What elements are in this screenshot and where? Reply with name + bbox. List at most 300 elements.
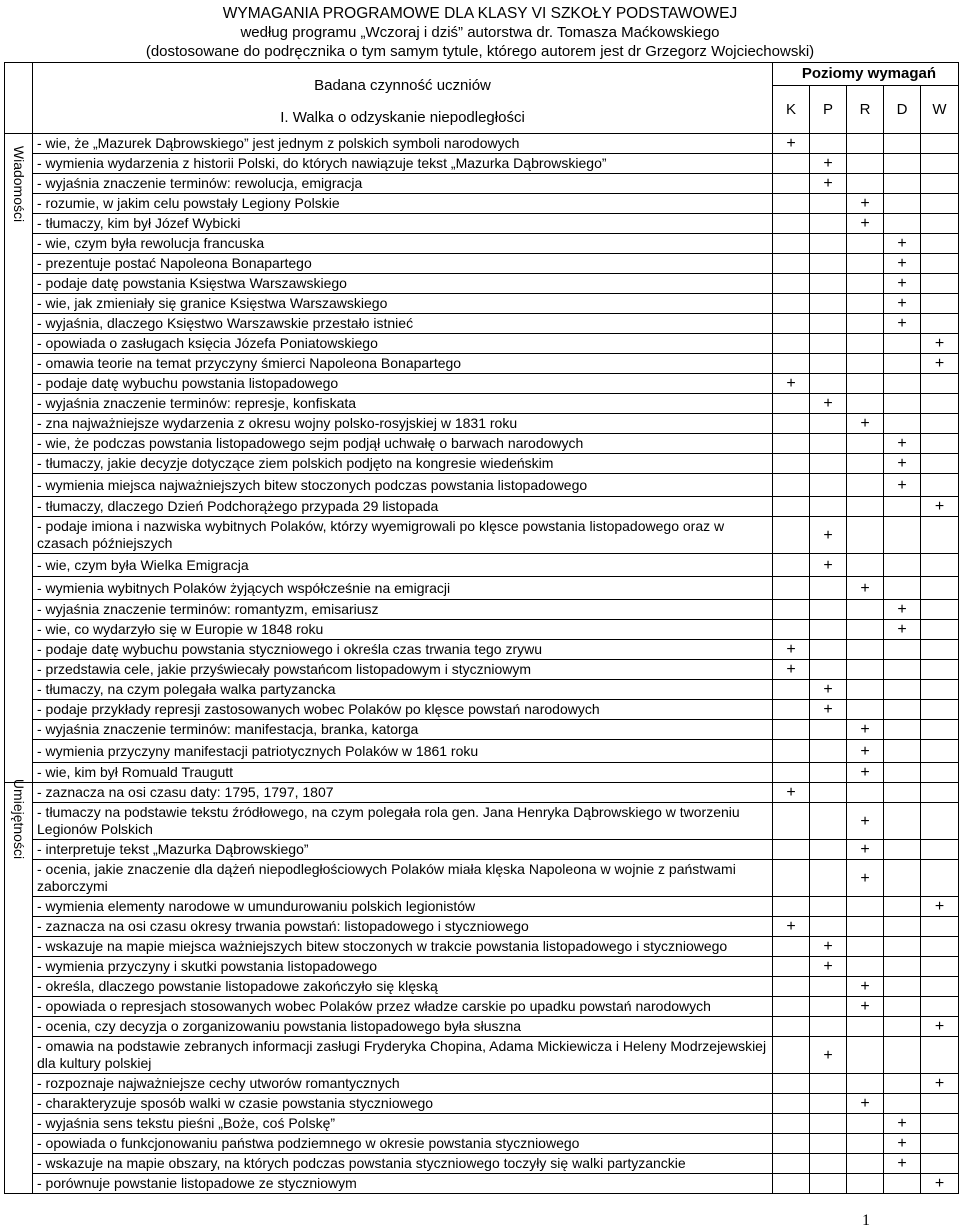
requirement-text: - wymienia wybitnych Polaków żyjących współcześnie na emigracji [33,577,773,600]
level-cell-d [884,660,921,680]
requirement-text: - interpretuje tekst „Mazurka Dąbrowskiego” [33,840,773,860]
level-cell-p [810,454,847,474]
side-label-skills: Umiejętności [10,778,27,860]
level-cell-w [921,957,959,977]
requirement-text: - charakteryzuje sposób walki w czasie powstania styczniowego [33,1094,773,1114]
level-cell-p [810,740,847,763]
level-cell-r [847,660,884,680]
level-cell-k [773,860,810,897]
level-cell-k [773,600,810,620]
level-cell-k [773,577,810,600]
level-cell-k [773,840,810,860]
level-cell-k [773,1134,810,1154]
level-cell-p [810,1094,847,1114]
level-cell-d [884,1174,921,1194]
level-cell-k [773,957,810,977]
activity-header: Badana czynność uczniów [314,77,491,94]
level-cell-w [921,454,959,474]
level-cell-p: + [810,554,847,577]
level-cell-w [921,1094,959,1114]
level-cell-d: + [884,254,921,274]
activity-header-cell [33,63,773,134]
level-cell-r [847,640,884,660]
requirement-text: - opowiada o funkcjonowaniu państwa podziemnego w okresie powstania styczniowego [33,1134,773,1154]
level-cell-d [884,577,921,600]
level-cell-p [810,1174,847,1194]
table-row [5,763,959,783]
requirements-table [4,62,959,1194]
level-cell-p [810,720,847,740]
level-cell-k [773,194,810,214]
level-cell-w [921,840,959,860]
levels-header: Poziomy wymagań [773,63,959,86]
level-cell-w [921,554,959,577]
level-cell-k [773,700,810,720]
level-cell-p [810,294,847,314]
level-cell-k: + [773,374,810,394]
requirement-text: - wskazuje na mapie obszary, na których podczas powstania styczniowego toczyły się walki partyzanckie [33,1154,773,1174]
table-row [5,374,959,394]
level-cell-d [884,134,921,154]
requirement-text: - opowiada o zasługach księcia Józefa Poniatowskiego [33,334,773,354]
level-cell-p [810,783,847,803]
table-row [5,700,959,720]
level-cell-p: + [810,154,847,174]
header-corner [5,63,33,134]
level-cell-k [773,354,810,374]
level-cell-w [921,254,959,274]
requirement-text: - wymienia przyczyny manifestacji patriotycznych Polaków w 1861 roku [33,740,773,763]
level-cell-r [847,620,884,640]
table-row [5,154,959,174]
level-cell-p: + [810,957,847,977]
requirement-text: - porównuje powstanie listopadowe ze styczniowym [33,1174,773,1194]
level-cell-d [884,1037,921,1074]
requirement-text: - wie, kim był Romuald Traugutt [33,763,773,783]
level-cell-p [810,214,847,234]
level-cell-d [884,860,921,897]
table-row [5,897,959,917]
table-row [5,314,959,334]
level-cell-w: + [921,1174,959,1194]
level-cell-k [773,474,810,497]
requirement-text: - omawia na podstawie zebranych informacji zasługi Fryderyka Chopina, Adama Mickiewicza i Heleny Modrzejewskiej dla kultury polskiej [33,1037,773,1074]
level-cell-w [921,1114,959,1134]
level-cell-d [884,700,921,720]
level-cell-d [884,1074,921,1094]
level-cell-r [847,957,884,977]
level-cell-r [847,134,884,154]
level-cell-k [773,517,810,554]
requirement-text: - wyjaśnia, dlaczego Księstwo Warszawskie przestało istnieć [33,314,773,334]
level-cell-r [847,897,884,917]
level-cell-p [810,134,847,154]
table-row [5,803,959,840]
level-cell-p [810,497,847,517]
level-cell-p [810,374,847,394]
level-cell-d: + [884,234,921,254]
table-row [5,937,959,957]
level-cell-d: + [884,434,921,454]
requirement-text: - podaje datę wybuchu powstania styczniowego i określa czas trwania tego zrywu [33,640,773,660]
level-cell-w [921,860,959,897]
requirement-text: - określa, dlaczego powstanie listopadowe zakończyło się klęską [33,977,773,997]
level-cell-w [921,174,959,194]
level-cell-d [884,897,921,917]
level-cell-d [884,763,921,783]
level-cell-p [810,334,847,354]
level-cell-p [810,1074,847,1094]
level-cell-r: + [847,860,884,897]
level-cell-k [773,977,810,997]
side-cell-knowledge [5,134,33,783]
table-row [5,640,959,660]
level-cell-w [921,274,959,294]
level-cell-k: + [773,640,810,660]
level-cell-d [884,937,921,957]
level-cell-r: + [847,720,884,740]
section-title: I. Walka o odzyskanie niepodległości [280,109,525,126]
level-cell-k [773,314,810,334]
table-row [5,1174,959,1194]
level-cell-r [847,314,884,334]
requirement-text: - zaznacza na osi czasu daty: 1795, 1797, 1807 [33,783,773,803]
level-cell-d [884,680,921,700]
requirement-text: - zna najważniejsze wydarzenia z okresu wojny polsko-rosyjskiej w 1831 roku [33,414,773,434]
side-label-knowledge: Wiadomości [10,145,27,223]
table-row [5,454,959,474]
level-cell-p [810,620,847,640]
table-row [5,917,959,937]
level-cell-d [884,1094,921,1114]
table-row [5,394,959,414]
level-cell-r: + [847,763,884,783]
level-cell-w [921,640,959,660]
table-row [5,474,959,497]
level-cell-r [847,174,884,194]
level-cell-k [773,214,810,234]
level-cell-k [773,174,810,194]
level-cell-d [884,334,921,354]
level-cell-p [810,660,847,680]
requirement-text: - ocenia, jakie znaczenie dla dążeń niepodległościowych Polaków miała klęska Napoleona w wojnie z państwami zaborczymi [33,860,773,897]
level-cell-k [773,1037,810,1074]
level-cell-k [773,1154,810,1174]
requirement-text: - zaznacza na osi czasu okresy trwania powstań: listopadowego i styczniowego [33,917,773,937]
level-cell-p: + [810,394,847,414]
level-cell-k [773,294,810,314]
level-cell-k [773,454,810,474]
level-cell-r [847,1174,884,1194]
table-row [5,660,959,680]
table-row [5,1154,959,1174]
level-cell-k [773,414,810,434]
level-cell-w: + [921,897,959,917]
level-cell-k [773,334,810,354]
table-row [5,1114,959,1134]
level-cell-d [884,374,921,394]
level-cell-k [773,680,810,700]
level-cell-r [847,1134,884,1154]
level-cell-d: + [884,474,921,497]
level-cell-w [921,394,959,414]
level-cell-k [773,1174,810,1194]
requirement-text: - wskazuje na mapie miejsca ważniejszych bitew stoczonych w trakcie powstania listopadowego i styczniowego [33,937,773,957]
requirement-text: - wyjaśnia znaczenie terminów: manifestacja, branka, katorga [33,720,773,740]
level-cell-r [847,680,884,700]
requirement-text: - przedstawia cele, jakie przyświecały powstańcom listopadowym i styczniowym [33,660,773,680]
table-row [5,354,959,374]
table-row [5,1037,959,1074]
level-cell-p: + [810,517,847,554]
level-cell-k [773,1114,810,1134]
level-cell-d [884,840,921,860]
header-title: WYMAGANIA PROGRAMOWE DLA KLASY VI SZKOŁY PODSTAWOWEJ [222,5,738,22]
requirement-text: - tłumaczy, jakie decyzje dotyczące ziem polskich podjęto na kongresie wiedeńskim [33,454,773,474]
level-cell-p [810,840,847,860]
requirement-text: - wyjaśnia znaczenie terminów: represje, konfiskata [33,394,773,414]
requirement-text: - wyjaśnia sens tekstu pieśni „Boże, coś Polskę” [33,1114,773,1134]
level-cell-d [884,720,921,740]
table-row [5,1134,959,1154]
level-cell-r [847,1114,884,1134]
table-row [5,680,959,700]
level-letter-r: R [847,86,884,134]
level-letter-w: W [921,86,959,134]
level-cell-w [921,1037,959,1074]
level-cell-p [810,897,847,917]
table-row [5,517,959,554]
table-row [5,997,959,1017]
level-cell-p: + [810,174,847,194]
level-letter-p: P [810,86,847,134]
level-cell-k: + [773,134,810,154]
level-cell-r [847,394,884,414]
level-cell-p [810,600,847,620]
level-cell-r: + [847,1094,884,1114]
level-cell-k [773,434,810,454]
side-cell-skills [5,778,33,1194]
requirement-text: - omawia teorie na temat przyczyny śmierci Napoleona Bonapartego [33,354,773,374]
document-header [0,4,960,61]
level-cell-r [847,254,884,274]
level-cell-k [773,394,810,414]
header-subtitle: według programu „Wczoraj i dziś” autorstwa dr. Tomasza Maćkowskiego [240,24,720,41]
table-row [5,234,959,254]
level-cell-p [810,234,847,254]
level-cell-r [847,554,884,577]
table-row [5,577,959,600]
level-cell-r [847,1037,884,1074]
level-cell-p [810,254,847,274]
level-cell-w [921,720,959,740]
level-cell-k [773,234,810,254]
level-cell-p [810,1134,847,1154]
level-cell-d: + [884,294,921,314]
level-cell-w [921,763,959,783]
level-cell-d [884,174,921,194]
level-cell-k [773,154,810,174]
level-cell-r [847,1154,884,1174]
level-cell-p: + [810,680,847,700]
level-cell-w [921,680,959,700]
level-cell-r [847,434,884,454]
requirement-text: - rozpoznaje najważniejsze cechy utworów romantycznych [33,1074,773,1094]
level-cell-w [921,314,959,334]
requirement-text: - wymienia przyczyny i skutki powstania listopadowego [33,957,773,977]
level-cell-d [884,640,921,660]
level-cell-p [810,274,847,294]
requirement-text: - podaje datę wybuchu powstania listopadowego [33,374,773,394]
level-cell-d: + [884,620,921,640]
level-letter-k: K [773,86,810,134]
requirement-text: - wie, że podczas powstania listopadowego sejm podjął uchwałę o barwach narodowych [33,434,773,454]
level-cell-w [921,474,959,497]
level-cell-p [810,194,847,214]
level-cell-d: + [884,274,921,294]
table-row [5,414,959,434]
level-cell-p [810,917,847,937]
requirement-text: - wie, co wydarzyło się w Europie w 1848 roku [33,620,773,640]
level-cell-p [810,860,847,897]
level-cell-d: + [884,454,921,474]
requirement-text: - tłumaczy, kim był Józef Wybicki [33,214,773,234]
level-cell-r [847,334,884,354]
table-row [5,254,959,274]
level-letter-d: D [884,86,921,134]
table-row [5,334,959,354]
level-cell-r [847,700,884,720]
level-cell-w [921,937,959,957]
table-row [5,274,959,294]
level-cell-r [847,1074,884,1094]
level-cell-d [884,194,921,214]
level-cell-d: + [884,1154,921,1174]
level-cell-w [921,134,959,154]
level-cell-d [884,957,921,977]
table-row [5,860,959,897]
level-cell-r [847,917,884,937]
level-cell-p [810,577,847,600]
level-cell-k [773,497,810,517]
level-cell-w [921,434,959,454]
level-cell-k: + [773,660,810,680]
level-cell-d [884,354,921,374]
level-cell-k [773,740,810,763]
level-cell-w: + [921,1017,959,1037]
level-cell-p [810,640,847,660]
table-row [5,214,959,234]
level-cell-w [921,1154,959,1174]
table-row [5,497,959,517]
level-cell-w [921,374,959,394]
requirement-text: - tłumaczy, dlaczego Dzień Podchorążego przypada 29 listopada [33,497,773,517]
level-cell-p [810,434,847,454]
table-row [5,720,959,740]
table-row [5,600,959,620]
level-cell-d [884,517,921,554]
requirement-text: - wie, jak zmieniały się granice Księstwa Warszawskiego [33,294,773,314]
level-cell-w [921,660,959,680]
table-row [5,957,959,977]
level-cell-w [921,294,959,314]
header-note: (dostosowane do podręcznika o tym samym tytule, którego autorem jest dr Grzegorz Wojciechowski) [145,43,815,60]
level-cell-d [884,740,921,763]
requirement-text: - tłumaczy na podstawie tekstu źródłowego, na czym polegała rola gen. Jana Henryka Dąbrowskiego w tworzeniu Legionów Polskich [33,803,773,840]
level-cell-r: + [847,214,884,234]
table-row [5,977,959,997]
requirement-text: - tłumaczy, na czym polegała walka partyzancka [33,680,773,700]
level-cell-w [921,783,959,803]
requirement-text: - wyjaśnia znaczenie terminów: romantyzm, emisariusz [33,600,773,620]
level-cell-r [847,234,884,254]
requirement-text: - podaje przykłady represji zastosowanych wobec Polaków po klęsce powstań narodowych [33,700,773,720]
level-cell-d [884,214,921,234]
requirement-text: - rozumie, w jakim celu powstały Legiony Polskie [33,194,773,214]
level-cell-w: + [921,497,959,517]
level-cell-r [847,454,884,474]
level-cell-w [921,1134,959,1154]
requirement-text: - wie, czym była Wielka Emigracja [33,554,773,577]
level-cell-d [884,154,921,174]
level-cell-p [810,1154,847,1174]
level-cell-d [884,394,921,414]
level-cell-r [847,294,884,314]
level-cell-p [810,763,847,783]
table-row [5,1094,959,1114]
level-cell-k [773,763,810,783]
requirement-text: - wie, czym była rewolucja francuska [33,234,773,254]
level-cell-r [847,1017,884,1037]
page-number: 1 [862,1212,870,1229]
level-cell-w [921,234,959,254]
requirement-text: - wyjaśnia znaczenie terminów: rewolucja, emigracja [33,174,773,194]
level-cell-r: + [847,414,884,434]
level-cell-r [847,783,884,803]
level-cell-k [773,803,810,840]
level-cell-k [773,997,810,1017]
level-cell-r [847,474,884,497]
level-cell-w [921,414,959,434]
level-cell-w [921,194,959,214]
level-cell-d: + [884,314,921,334]
level-cell-k [773,620,810,640]
level-cell-w [921,803,959,840]
level-cell-d [884,783,921,803]
table-row [5,620,959,640]
level-cell-r [847,517,884,554]
level-cell-p: + [810,1037,847,1074]
level-cell-w [921,154,959,174]
level-cell-p [810,414,847,434]
level-cell-w [921,917,959,937]
level-cell-k [773,254,810,274]
level-cell-k: + [773,783,810,803]
level-cell-w [921,577,959,600]
level-cell-d [884,977,921,997]
level-cell-r [847,154,884,174]
requirements-body [5,134,959,1194]
level-cell-r [847,374,884,394]
level-cell-p [810,314,847,334]
level-cell-p [810,803,847,840]
requirement-text: - wymienia wydarzenia z historii Polski, do których nawiązuje tekst „Mazurka Dąbrowskiego” [33,154,773,174]
level-cell-p [810,474,847,497]
level-cell-w [921,977,959,997]
level-cell-d: + [884,1134,921,1154]
table-row [5,1017,959,1037]
level-cell-d: + [884,1114,921,1134]
